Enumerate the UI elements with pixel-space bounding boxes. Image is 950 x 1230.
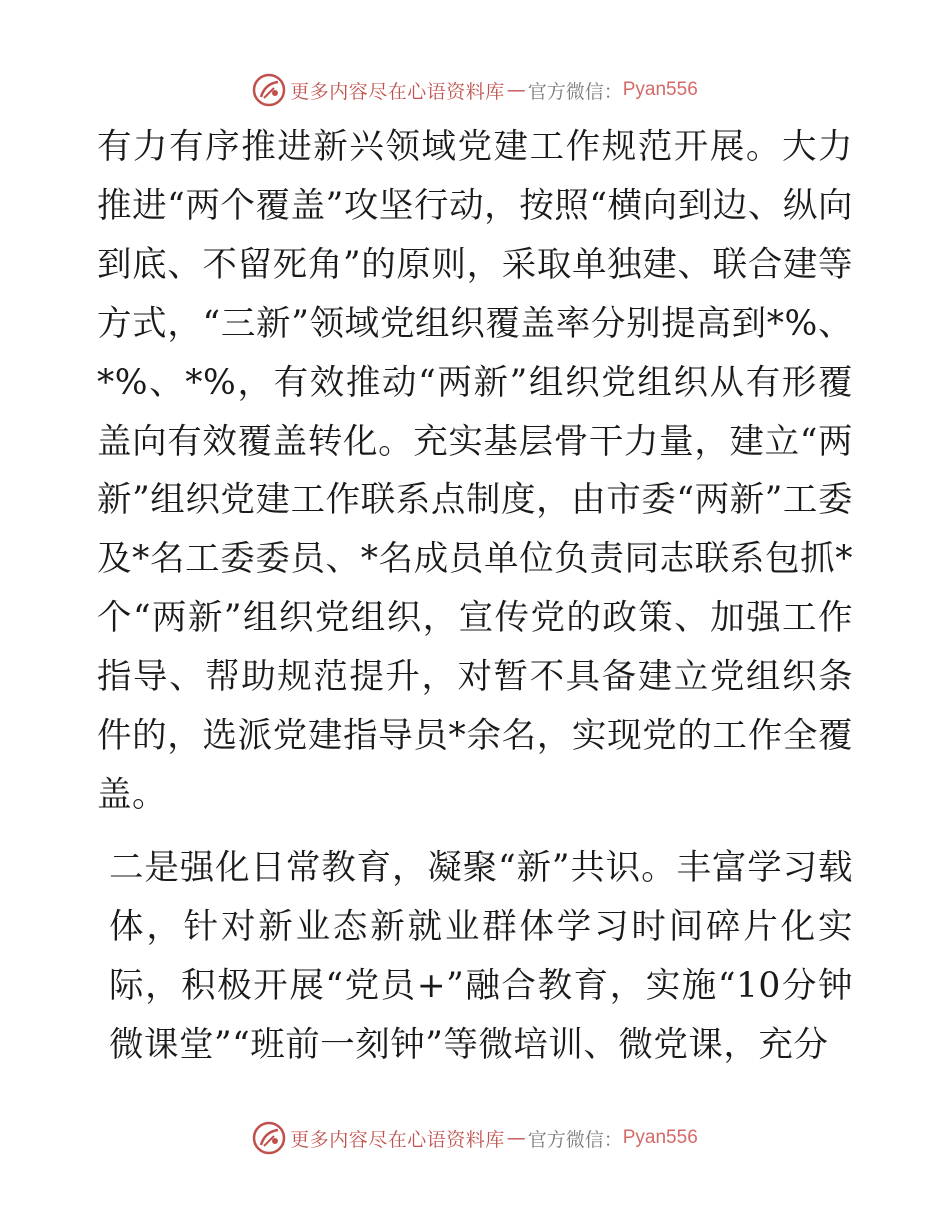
header-watermark [0,70,950,110]
watermark-wechat-id: Pyan556 [622,1127,698,1148]
brand-logo-icon [252,1121,286,1155]
document-body [97,118,853,1075]
watermark-site-text: 更多内容尽在心语资料库 [290,1128,505,1151]
body-paragraph-1: 有力有序推进新兴领域党建工作规范开展。大力推进“两个覆盖”攻坚行动，按照“横向到边、纵向到底、不留死角”的原则，采取单独建、联合建等方式，“三新”领域党组织覆盖率分别提高到*%、*%、*%，有效推动“两新”组织党组织从有形覆盖向有效覆盖转化。充实基层骨干力量，建立“两新”组织党建工作联系点制度，由市委“两新”工委及*名工委委员、*名成员单位负责同志联系包抓*个“两新”组织党组织，宣传党的政策、加强工作指导、帮助规范提升，对暂不具备建立党组织条件的，选派党建指导员*余名，实现党的工作全覆盖。 [97,127,853,815]
watermark-wechat-label: 官方微信： [527,1128,623,1151]
watermark-site-text: 更多内容尽在心语资料库 [290,80,505,103]
watermark-dash: — [506,79,526,101]
watermark-dash: — [506,1127,526,1149]
watermark-wechat-label: 官方微信： [527,80,623,103]
watermark-wechat-id: Pyan556 [622,79,698,100]
body-paragraph-2: 二是强化日常教育，凝聚“新”共识。丰富学习载体，针对新业态新就业群体学习时间碎片化实际，积极开展“党员+”融合教育，实施“10分钟微课堂”“班前一刻钟”等微培训、微党课，充分 [109,847,853,1065]
footer-watermark [0,1118,950,1158]
brand-logo-icon [252,73,286,107]
